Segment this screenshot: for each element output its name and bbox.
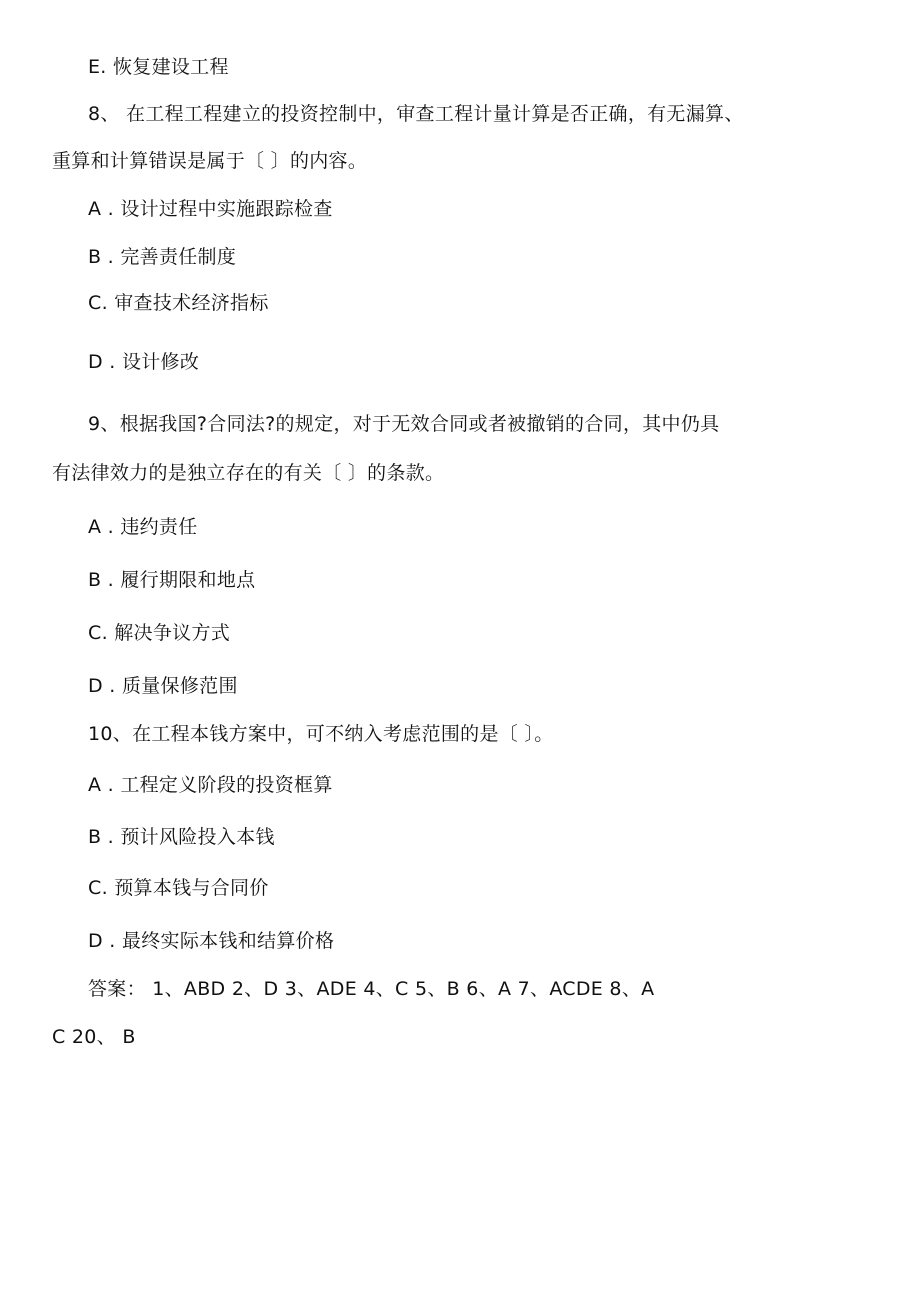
q7-option-e: E. 恢复建设工程 <box>88 56 229 78</box>
q10-option-a: A . 工程定义阶段的投资框算 <box>88 774 333 796</box>
q10-option-b: B . 预计风险投入本钱 <box>88 826 275 848</box>
answers-line2: C 20、 B <box>52 1026 136 1048</box>
q9-option-b: B . 履行期限和地点 <box>88 569 256 591</box>
q9-stem-line2: 有法律效力的是独立存在的有关〔 〕的条款。 <box>52 462 445 484</box>
q8-option-d: D . 设计修改 <box>88 351 200 373</box>
q8-stem-line1: 8、 在工程工程建立的投资控制中，审查工程计量计算是否正确，有无漏算、 <box>88 103 744 125</box>
q9-option-c: C. 解决争议方式 <box>88 622 231 644</box>
q8-option-b: B . 完善责任制度 <box>88 246 237 268</box>
q9-option-d: D . 质量保修范围 <box>88 675 238 697</box>
q9-option-a: A . 违约责任 <box>88 516 198 538</box>
q8-stem-line2: 重算和计算错误是属于〔 〕的内容。 <box>52 150 368 172</box>
q8-option-a: A . 设计过程中实施跟踪检查 <box>88 198 333 220</box>
q10-option-c: C. 预算本钱与合同价 <box>88 877 269 899</box>
q8-option-c: C. 审查技术经济指标 <box>88 292 269 314</box>
q10-stem-line1: 10、在工程本钱方案中，可不纳入考虑范围的是〔 〕。 <box>88 723 554 745</box>
q9-stem-line1: 9、根据我国?合同法?的规定，对于无效合同或者被撤销的合同，其中仍具 <box>88 413 720 435</box>
q10-option-d: D . 最终实际本钱和结算价格 <box>88 930 335 952</box>
answers-line1: 答案： 1、ABD 2、D 3、ADE 4、C 5、B 6、A 7、ACDE 8、A <box>88 978 655 1000</box>
